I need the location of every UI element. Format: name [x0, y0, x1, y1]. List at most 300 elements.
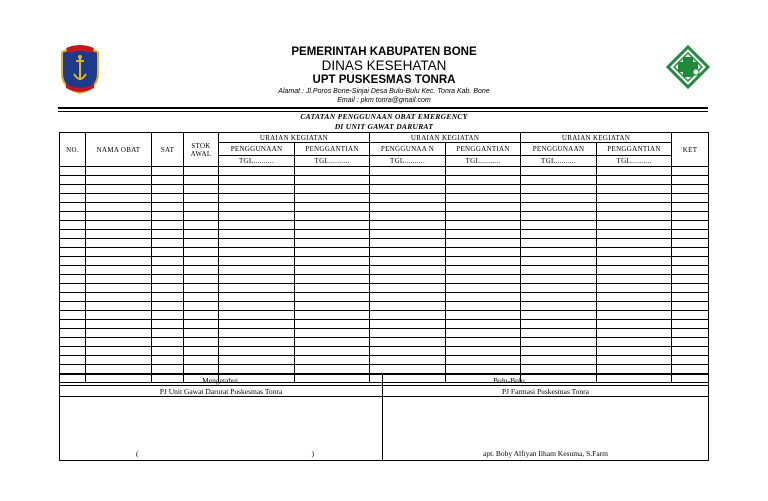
table-cell [295, 284, 370, 293]
table-cell [370, 239, 446, 248]
table-cell [370, 275, 446, 284]
table-cell [446, 230, 521, 239]
table-cell [295, 347, 370, 356]
table-cell [60, 221, 86, 230]
table-cell [672, 167, 709, 176]
group-3-title: URAIAN KEGIATAN [521, 133, 672, 143]
table-cell [86, 284, 152, 293]
table-cell [370, 329, 446, 338]
table-cell [672, 248, 709, 257]
left-paren-open: ( [136, 449, 139, 458]
table-cell [597, 230, 672, 239]
table-cell [184, 311, 219, 320]
table-cell [86, 230, 152, 239]
table-cell [370, 194, 446, 203]
table-cell [219, 266, 295, 275]
table-cell [370, 338, 446, 347]
table-cell [521, 230, 597, 239]
table-cell [597, 365, 672, 374]
table-cell [219, 239, 295, 248]
table-cell [672, 257, 709, 266]
table-cell [295, 329, 370, 338]
table-cell [521, 185, 597, 194]
table-cell [672, 302, 709, 311]
table-cell [521, 347, 597, 356]
table-cell [295, 266, 370, 275]
table-cell [60, 257, 86, 266]
table-cell [219, 167, 295, 176]
table-cell [184, 293, 219, 302]
awal-label: AWAL [190, 149, 212, 158]
table-cell [446, 356, 521, 365]
left-paren-close: ) [311, 449, 314, 458]
table-cell [672, 293, 709, 302]
table-cell [152, 356, 184, 365]
puskesmas-cross-logo-icon [666, 45, 710, 89]
table-cell [446, 266, 521, 275]
table-cell [219, 230, 295, 239]
table-row [60, 365, 709, 374]
table-cell [60, 293, 86, 302]
table-cell [370, 293, 446, 302]
table-cell [60, 347, 86, 356]
medicine-log-table [59, 132, 709, 383]
table-cell [295, 293, 370, 302]
table-cell [446, 212, 521, 221]
table-cell [672, 284, 709, 293]
right-signature-area [383, 397, 709, 461]
table-cell [521, 311, 597, 320]
table-cell [597, 320, 672, 329]
table-cell [60, 275, 86, 284]
table-cell [184, 320, 219, 329]
table-row [60, 176, 709, 185]
table-row [60, 239, 709, 248]
place-date-line: Bulu-Bulu, ..................................... [383, 375, 709, 386]
table-row [60, 167, 709, 176]
table-cell [219, 320, 295, 329]
table-cell [152, 329, 184, 338]
group-1-usage-date: TGL.......... [219, 156, 295, 167]
table-cell [219, 194, 295, 203]
table-cell [152, 185, 184, 194]
table-cell [152, 320, 184, 329]
table-cell [86, 356, 152, 365]
table-row [60, 338, 709, 347]
table-cell [184, 329, 219, 338]
table-row [60, 275, 709, 284]
table-cell [60, 284, 86, 293]
table-cell [152, 212, 184, 221]
table-cell [597, 203, 672, 212]
table-cell [219, 185, 295, 194]
group-3-replace-header: PENGGANTIAN [597, 143, 672, 156]
table-cell [597, 176, 672, 185]
table-cell [521, 221, 597, 230]
table-cell [521, 176, 597, 185]
table-cell [60, 302, 86, 311]
table-cell [597, 275, 672, 284]
email-line: Email : pkm tonra@gmail.com [337, 97, 431, 104]
table-cell [597, 284, 672, 293]
col-sat-header: SAT [152, 133, 184, 167]
table-cell [60, 365, 86, 374]
table-row [60, 212, 709, 221]
table-cell [597, 338, 672, 347]
table-cell [597, 194, 672, 203]
table-cell [86, 329, 152, 338]
table-cell [184, 248, 219, 257]
table-cell [672, 266, 709, 275]
table-cell [370, 365, 446, 374]
left-signer-role: PJ Unit Gawat Darurat Puskesmas Tonra [60, 386, 383, 397]
table-cell [672, 221, 709, 230]
table-cell [521, 338, 597, 347]
table-row [60, 320, 709, 329]
table-row [60, 302, 709, 311]
table-cell [219, 212, 295, 221]
table-cell [597, 212, 672, 221]
table-cell [184, 266, 219, 275]
table-cell [446, 293, 521, 302]
table-cell [60, 266, 86, 275]
table-cell [86, 239, 152, 248]
table-cell [60, 248, 86, 257]
table-cell [60, 356, 86, 365]
table-row [60, 257, 709, 266]
table-cell [672, 239, 709, 248]
table-cell [521, 320, 597, 329]
table-cell [295, 275, 370, 284]
table-cell [446, 257, 521, 266]
table-cell [60, 176, 86, 185]
table-cell [219, 356, 295, 365]
table-cell [295, 203, 370, 212]
table-cell [152, 266, 184, 275]
table-cell [597, 266, 672, 275]
document-title: CATATAN PENGGUNAAN OBAT EMERGENCY [300, 112, 468, 121]
table-cell [219, 284, 295, 293]
signature-block [59, 374, 709, 461]
table-cell [60, 185, 86, 194]
table-cell [597, 302, 672, 311]
table-row [60, 185, 709, 194]
table-cell [597, 185, 672, 194]
table-cell [521, 275, 597, 284]
table-cell [521, 356, 597, 365]
table-row [60, 293, 709, 302]
table-cell [446, 329, 521, 338]
col-nama-obat-header: NAMA OBAT [86, 133, 152, 167]
table-cell [521, 194, 597, 203]
table-cell [219, 302, 295, 311]
col-no-header: NO. [60, 133, 86, 167]
table-cell [184, 221, 219, 230]
table-row [60, 347, 709, 356]
group-1-replace-date: TGL.......... [295, 156, 370, 167]
table-cell [86, 293, 152, 302]
table-cell [446, 302, 521, 311]
clinic-line: UPT PUSKESMAS TONRA [312, 74, 456, 86]
table-cell [184, 194, 219, 203]
table-cell [152, 221, 184, 230]
table-cell [184, 239, 219, 248]
table-cell [86, 266, 152, 275]
group-1-replace-header: PENGGANTIAN [295, 143, 370, 156]
table-cell [672, 212, 709, 221]
table-cell [86, 338, 152, 347]
table-cell [60, 203, 86, 212]
table-cell [370, 320, 446, 329]
table-cell [219, 176, 295, 185]
table-cell [152, 293, 184, 302]
table-cell [597, 248, 672, 257]
table-cell [152, 194, 184, 203]
table-cell [521, 203, 597, 212]
table-cell [446, 347, 521, 356]
table-cell [86, 203, 152, 212]
group-2-usage-date: TGL.......... [370, 156, 446, 167]
table-cell [295, 212, 370, 221]
table-cell [672, 194, 709, 203]
table-cell [152, 176, 184, 185]
table-cell [60, 194, 86, 203]
group-3-usage-date: TGL.......... [521, 156, 597, 167]
document-subtitle: DI UNIT GAWAT DARURAT [334, 122, 434, 131]
group-2-replace-date: TGL.......... [446, 156, 521, 167]
table-cell [370, 347, 446, 356]
table-cell [597, 347, 672, 356]
table-cell [184, 365, 219, 374]
table-cell [597, 257, 672, 266]
table-cell [60, 230, 86, 239]
table-cell [219, 275, 295, 284]
table-cell [370, 203, 446, 212]
group-3-usage-header: PENGGUNAAN [521, 143, 597, 156]
table-cell [184, 275, 219, 284]
table-row [60, 356, 709, 365]
table-cell [86, 248, 152, 257]
table-cell [184, 356, 219, 365]
table-cell [184, 257, 219, 266]
right-signer-name: apt. Boby Alfiyan Ilham Kesuma, S.Farm [483, 449, 608, 458]
table-cell [521, 284, 597, 293]
table-cell [672, 230, 709, 239]
table-cell [370, 176, 446, 185]
table-cell [672, 176, 709, 185]
table-cell [597, 221, 672, 230]
group-1-usage-header: PENGGUNAAN [219, 143, 295, 156]
table-cell [152, 275, 184, 284]
table-cell [86, 365, 152, 374]
table-cell [521, 293, 597, 302]
table-cell [446, 338, 521, 347]
table-row [60, 194, 709, 203]
group-2-replace-header: PENGGANTIAN [446, 143, 521, 156]
table-cell [370, 356, 446, 365]
table-row [60, 311, 709, 320]
table-cell [521, 167, 597, 176]
right-signer-role: PJ Farmasi Puskesmas Tonra [383, 386, 709, 397]
table-row [60, 329, 709, 338]
col-stok-awal-header [184, 133, 219, 167]
table-cell [152, 230, 184, 239]
table-cell [60, 329, 86, 338]
table-cell [521, 302, 597, 311]
table-cell [370, 257, 446, 266]
table-cell [152, 365, 184, 374]
table-cell [219, 338, 295, 347]
table-cell [152, 203, 184, 212]
table-cell [86, 257, 152, 266]
table-cell [152, 239, 184, 248]
table-cell [446, 176, 521, 185]
table-cell [521, 257, 597, 266]
table-cell [295, 167, 370, 176]
table-row [60, 284, 709, 293]
table-cell [446, 221, 521, 230]
table-cell [86, 212, 152, 221]
header-rule-thick [58, 107, 708, 109]
table-cell [446, 284, 521, 293]
table-cell [521, 266, 597, 275]
table-cell [446, 194, 521, 203]
table-row [60, 230, 709, 239]
table-cell [184, 185, 219, 194]
table-cell [184, 302, 219, 311]
table-cell [295, 302, 370, 311]
group-2-usage-header: PENGGUNAA N [370, 143, 446, 156]
table-cell [370, 221, 446, 230]
table-cell [521, 239, 597, 248]
table-cell [86, 275, 152, 284]
table-cell [86, 167, 152, 176]
gov-line: PEMERINTAH KABUPATEN BONE [291, 46, 477, 58]
table-cell [86, 194, 152, 203]
table-cell [295, 257, 370, 266]
table-cell [446, 185, 521, 194]
table-cell [86, 347, 152, 356]
table-cell [60, 239, 86, 248]
table-cell [184, 284, 219, 293]
table-cell [184, 338, 219, 347]
table-cell [86, 320, 152, 329]
group-1-title: URAIAN KEGIATAN [219, 133, 370, 143]
table-cell [219, 347, 295, 356]
table-cell [521, 248, 597, 257]
agency-line: DINAS KESEHATAN [321, 58, 447, 73]
table-cell [446, 203, 521, 212]
table-cell [370, 266, 446, 275]
table-cell [370, 311, 446, 320]
table-cell [86, 311, 152, 320]
table-cell [370, 248, 446, 257]
table-cell [60, 320, 86, 329]
table-cell [86, 221, 152, 230]
table-row [60, 248, 709, 257]
table-cell [672, 320, 709, 329]
table-cell [597, 329, 672, 338]
table-cell [370, 302, 446, 311]
table-cell [219, 365, 295, 374]
table-cell [295, 221, 370, 230]
table-cell [295, 194, 370, 203]
table-cell [295, 356, 370, 365]
table-cell [370, 212, 446, 221]
acknowledged-label: Mengetahui, [60, 375, 383, 386]
table-cell [370, 284, 446, 293]
table-cell [184, 167, 219, 176]
table-cell [184, 176, 219, 185]
table-row [60, 221, 709, 230]
table-cell [370, 185, 446, 194]
table-cell [672, 347, 709, 356]
table-cell [152, 257, 184, 266]
group-2-title: URAIAN KEGIATAN [370, 133, 521, 143]
table-row [60, 266, 709, 275]
table-cell [446, 320, 521, 329]
table-cell [597, 239, 672, 248]
table-cell [219, 293, 295, 302]
table-cell [60, 311, 86, 320]
table-cell [295, 320, 370, 329]
group-3-replace-date: TGL.......... [597, 156, 672, 167]
table-cell [597, 167, 672, 176]
table-cell [295, 338, 370, 347]
table-cell [295, 239, 370, 248]
table-cell [370, 167, 446, 176]
table-cell [672, 356, 709, 365]
table-cell [219, 203, 295, 212]
table-cell [295, 365, 370, 374]
table-cell [446, 248, 521, 257]
table-cell [219, 221, 295, 230]
table-cell [446, 239, 521, 248]
table-cell [521, 329, 597, 338]
table-cell [60, 338, 86, 347]
table-cell [219, 329, 295, 338]
address-line: Alamat : Jl.Poros Bone-Sinjai Desa Bulu-Bulu Kec. Tonra Kab. Bone [278, 88, 490, 95]
table-cell [446, 311, 521, 320]
table-cell [295, 185, 370, 194]
table-cell [60, 212, 86, 221]
table-cell [184, 230, 219, 239]
table-cell [152, 284, 184, 293]
table-cell [152, 347, 184, 356]
table-cell [86, 176, 152, 185]
bone-regency-emblem-icon [58, 44, 102, 94]
table-cell [184, 347, 219, 356]
table-cell [219, 311, 295, 320]
table-cell [152, 167, 184, 176]
table-cell [295, 176, 370, 185]
table-cell [521, 365, 597, 374]
table-cell [295, 230, 370, 239]
table-row [60, 203, 709, 212]
table-cell [521, 212, 597, 221]
table-cell [672, 275, 709, 284]
table-cell [152, 338, 184, 347]
table-cell [86, 302, 152, 311]
col-ket-header: KET [672, 133, 709, 167]
table-cell [597, 356, 672, 365]
table-cell [672, 329, 709, 338]
table-cell [672, 185, 709, 194]
table-cell [672, 338, 709, 347]
table-cell [184, 212, 219, 221]
table-cell [672, 365, 709, 374]
table-cell [152, 302, 184, 311]
